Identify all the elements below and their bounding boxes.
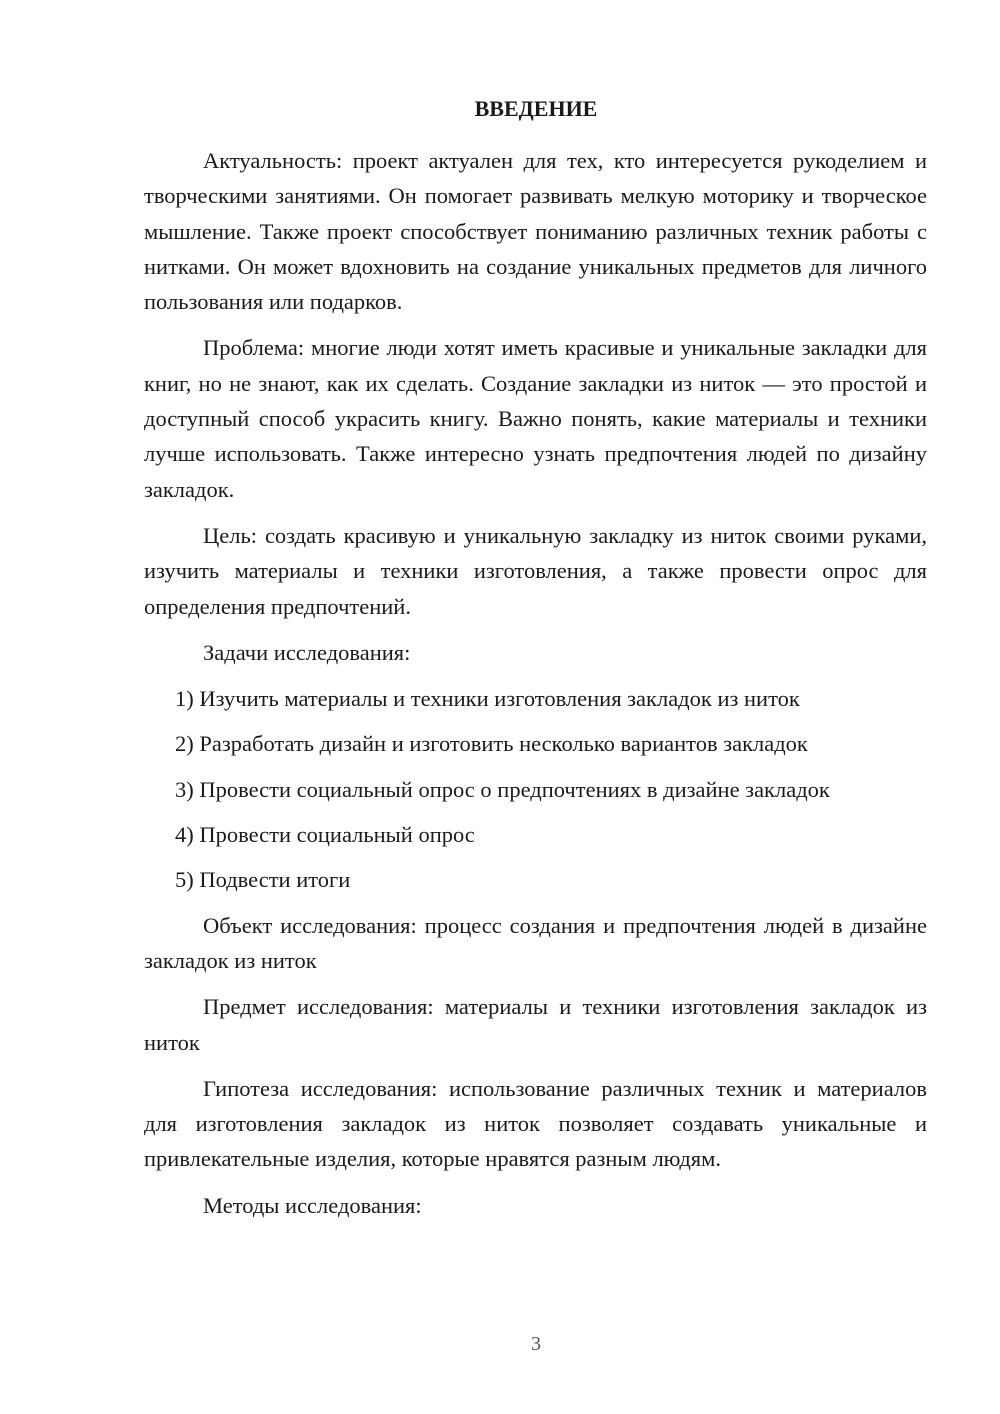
paragraph-methods: Методы исследования: (203, 1192, 422, 1218)
task-item-2: 2) Разработать дизайн и изготовить несколько вариантов закладок (175, 731, 808, 757)
paragraph-goal: Цель: создать красивую и уникальную закладку из ниток своими руками, изучить материалы и техники изготовления, а также провести опрос для определения предпочтений. (144, 522, 927, 619)
paragraph-tasks-heading: Задачи исследования: (203, 639, 411, 665)
task-item-5: 5) Подвести итоги (175, 867, 351, 893)
page-number: 3 (531, 1333, 541, 1355)
paragraph-hypothesis: Гипотеза исследования: использование различных техник и материалов для изготовления закладок из ниток позволяет создавать уникальные и привлекательные изделия, которые нравятся разным людям. (144, 1075, 927, 1172)
section-title: ВВЕДЕНИЕ (474, 96, 598, 121)
task-item-4: 4) Провести социальный опрос (175, 822, 475, 848)
paragraph-relevance: Актуальность: проект актуален для тех, кто интересуется рукоделием и творческими занятиями. Он помогает развивать мелкую моторику и творческое мышление. Также проект способствует пониманию различных техник работы с нитками. Он может вдохновить на создание уникальных предметов для личного пользования или подарков. (144, 148, 927, 315)
document-body (144, 143, 927, 1234)
task-item-3: 3) Провести социальный опрос о предпочтениях в дизайне закладок (175, 776, 830, 802)
paragraph-problem: Проблема: многие люди хотят иметь красивые и уникальные закладки для книг, но не знают, как их сделать. Создание закладки из ниток — это простой и доступный способ украсить книгу. Важно понять, какие материалы и техники лучше использовать. Также интересно узнать предпочтения людей по дизайну закладок. (144, 335, 927, 502)
paragraph-subject: Предмет исследования: материалы и техники изготовления закладок из ниток (144, 994, 927, 1055)
task-item-1: 1) Изучить материалы и техники изготовления закладок из ниток (175, 686, 800, 712)
paragraph-object: Объект исследования: процесс создания и предпочтения людей в дизайне закладок из ниток (144, 912, 927, 973)
